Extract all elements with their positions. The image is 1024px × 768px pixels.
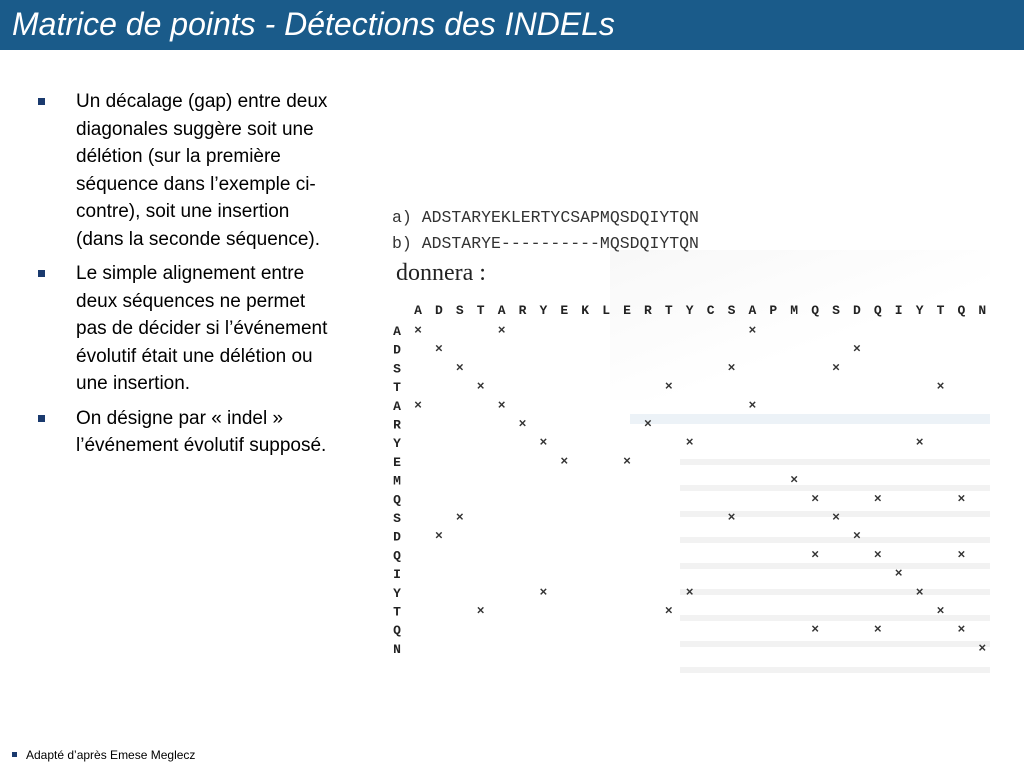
matrix-row-label: S — [393, 361, 401, 377]
matrix-dot: × — [832, 510, 840, 525]
matrix-row-label: D — [393, 529, 401, 545]
matrix-col-label: S — [727, 303, 736, 318]
matrix-col-label: R — [643, 303, 652, 318]
matrix-col-label: N — [978, 303, 987, 318]
matrix-dot: × — [414, 323, 422, 338]
matrix-dot: × — [455, 360, 464, 376]
sequence-b: b) ADSTARYE----------MQSDQIYTQN — [392, 234, 699, 253]
matrix-dot: × — [455, 510, 464, 525]
matrix-row-label: S — [393, 511, 401, 526]
matrix-dot: × — [623, 453, 631, 469]
matrix-dot: × — [434, 528, 443, 544]
slide-title: Matrice de points - Détections des INDELs — [12, 6, 615, 42]
matrix-col-label: Y — [685, 303, 694, 318]
matrix-col-label: T — [664, 303, 673, 318]
matrix-dot: × — [978, 640, 987, 656]
matrix-col-label: A — [748, 303, 757, 318]
matrix-col-label: Q — [957, 303, 966, 318]
matrix-col-label: S — [832, 303, 840, 318]
matrix-col-label: T — [476, 303, 485, 318]
matrix-dot: × — [539, 584, 548, 600]
matrix-dot: × — [560, 453, 569, 469]
matrix-row-label: Q — [393, 548, 401, 564]
matrix-dot: × — [873, 491, 882, 507]
matrix-dot: × — [811, 547, 820, 563]
matrix-col-label: A — [497, 303, 506, 318]
matrix-col-label: Y — [915, 303, 924, 318]
matrix-col-label: P — [769, 303, 778, 318]
bullet-gap: Un décalage (gap) entre deux diagonales suggère soit une délétion (sur la première séquence dans l’exemple ci-contre), soit une insertion (dans la seconde séquence). — [36, 88, 332, 253]
donnera-label: donnera : — [396, 260, 486, 286]
bullet-alignment: Le simple alignement entre deux séquences ne permet pas de décider si l’événement évolutif était une délétion ou une insertion. — [36, 260, 332, 398]
dot-matrix-figure — [380, 200, 1000, 700]
matrix-dot: × — [894, 566, 903, 582]
matrix-dot: × — [539, 435, 548, 451]
footer-credit: Adapté d’après Emese Meglecz — [12, 748, 195, 762]
matrix-dot: × — [852, 341, 861, 357]
matrix-dot: × — [748, 397, 757, 413]
matrix-dot: × — [414, 397, 422, 413]
matrix-dot: × — [873, 547, 882, 563]
sequence-a: a) ADSTARYEKLERTYCSAPMQSDQIYTQN — [392, 208, 699, 227]
matrix-dot: × — [476, 603, 485, 619]
matrix-col-label: E — [560, 303, 569, 318]
matrix-dot: × — [957, 491, 966, 507]
matrix-row-label: Y — [393, 436, 401, 452]
matrix-dot: × — [685, 435, 694, 451]
matrix-dot: × — [727, 360, 736, 376]
matrix-col-label: S — [455, 303, 464, 318]
matrix-row-label: T — [393, 604, 401, 620]
matrix-row-label: A — [393, 324, 401, 339]
matrix-row-label: Q — [393, 492, 401, 508]
matrix-row-label: R — [393, 417, 401, 433]
matrix-col-label: E — [623, 303, 631, 318]
matrix-dot: × — [643, 416, 652, 432]
matrix-col-label: R — [518, 303, 527, 318]
matrix-dot: × — [957, 547, 966, 563]
matrix-row-label: Q — [393, 623, 401, 639]
matrix-dot: × — [936, 379, 945, 395]
matrix-dot: × — [434, 341, 443, 357]
matrix-row-label: I — [393, 567, 401, 583]
matrix-dot: × — [518, 416, 527, 432]
matrix-col-label: D — [852, 303, 861, 318]
title-bar — [0, 0, 1024, 50]
bullet-indel: On désigne par « indel » l’événement évolutif supposé. — [36, 405, 332, 460]
matrix-row-label: D — [393, 342, 401, 358]
matrix-dot: × — [476, 379, 485, 395]
matrix-col-label: Q — [811, 303, 820, 318]
matrix-col-label: I — [894, 303, 903, 318]
matrix-dot: × — [811, 491, 820, 507]
matrix-dot: × — [873, 622, 882, 638]
matrix-col-label: K — [581, 303, 590, 318]
matrix-dot: × — [936, 603, 945, 619]
matrix-row-label: T — [393, 380, 401, 396]
matrix-col-label: Y — [539, 303, 548, 318]
matrix-dot: × — [832, 360, 840, 376]
matrix-dot: × — [664, 603, 673, 619]
matrix-dot: × — [664, 379, 673, 395]
matrix-dot: × — [790, 472, 799, 488]
matrix-row-label: M — [393, 473, 401, 489]
matrix-col-label: D — [434, 303, 443, 318]
matrix-dot: × — [811, 622, 820, 638]
matrix-dot: × — [497, 323, 506, 338]
matrix-col-label: C — [706, 303, 715, 318]
bullet-list — [36, 88, 332, 467]
matrix-col-label: T — [936, 303, 945, 318]
matrix-col-label: M — [790, 303, 799, 318]
matrix-dot: × — [748, 323, 757, 338]
matrix-col-label: Q — [873, 303, 882, 318]
matrix-dot: × — [727, 510, 736, 525]
matrix-dot: × — [915, 435, 924, 451]
matrix-dot: × — [852, 528, 861, 544]
matrix-dot: × — [915, 584, 924, 600]
matrix-row-label: E — [393, 454, 401, 470]
matrix-row-label: Y — [393, 585, 401, 601]
matrix-row-label: A — [393, 398, 401, 414]
dot-matrix — [380, 200, 1000, 690]
matrix-dot: × — [497, 397, 506, 413]
matrix-col-label: L — [602, 303, 611, 318]
matrix-col-label: A — [414, 303, 422, 318]
matrix-row-label: N — [393, 641, 401, 657]
matrix-dot: × — [685, 584, 694, 600]
matrix-dot: × — [957, 622, 966, 638]
